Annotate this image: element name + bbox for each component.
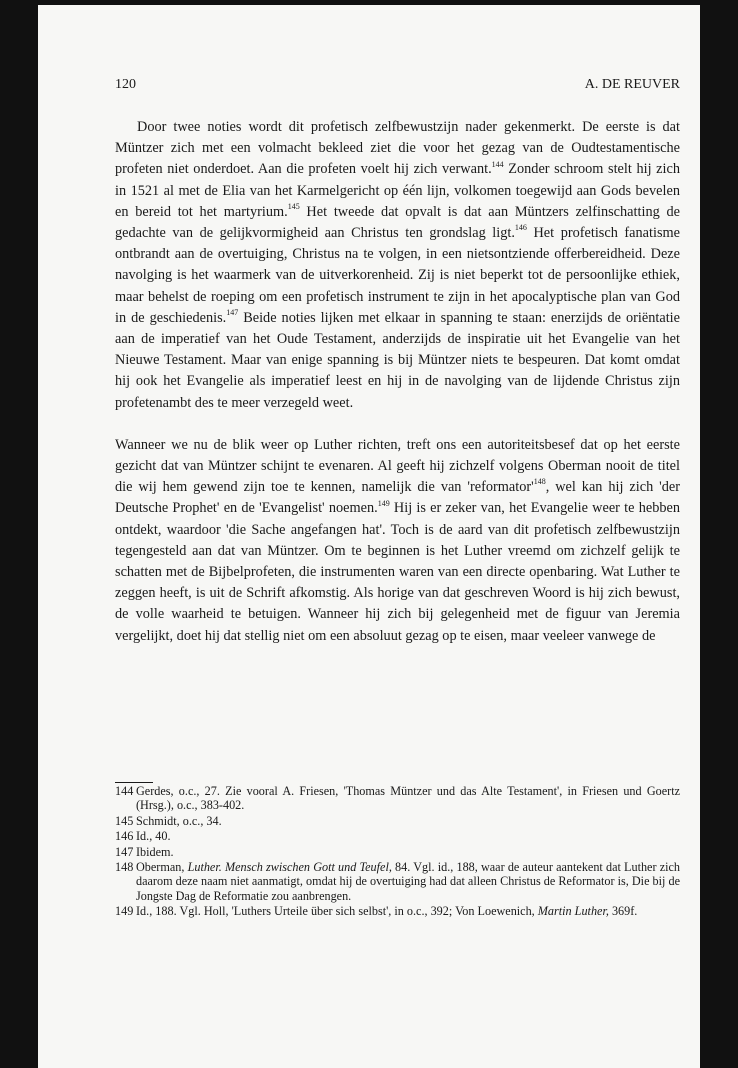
text-run: Beide noties lijken met elkaar in spanning te staan: enerzijds de oriëntatie aan de imperatief van het Oude Testament, anderzijds de inspiratie uit het Evangelie van het Nieuwe Testament. Maar van enige spanning is bij Müntzer niets te bespeuren. Dat komt omdat hij ook het Evangelie als imperatief leest en hij in de navolging van de lijdende Christus zijn profetenambt des te meer verzegeld weet.	[115, 309, 680, 411]
footnote-number: 144	[115, 784, 134, 798]
footnote	[115, 784, 680, 813]
text-run: Id., 188. Vgl. Holl, 'Luthers Urteile über sich selbst', in o.c., 392; Von Loewenich,	[136, 904, 538, 919]
footnote-text: Id., 40.	[136, 829, 171, 844]
footnote-ref: 148	[533, 477, 546, 487]
book-title: Martin Luther,	[537, 904, 609, 919]
footnote-text	[136, 904, 680, 918]
text-run: 84. Vgl. id., 188, waar de auteur aantekent dat Luther zich daarom deze naam niet aanmatigt, omdat hij de overtuiging had dat alleen Christus de Reformator is, Die bij de Jongste Dag de Reformatie zou aanbrengen.	[136, 860, 680, 903]
footnote-text	[136, 860, 680, 903]
footnote-text: Ibidem.	[136, 844, 174, 859]
footnote	[115, 860, 680, 903]
page-number: 120	[115, 77, 136, 92]
book-page	[38, 5, 700, 1068]
text-run: Het tweede dat opvalt is dat aan Müntzers zelfinschatting de gedachte van de gelijkvormigheid aan Christus ten grondslag ligt.	[115, 203, 680, 242]
footnote-rule	[115, 782, 153, 783]
footnote-ref: 144	[491, 159, 504, 169]
running-head: A. DE REUVER	[584, 77, 680, 92]
footnote-number: 146	[115, 829, 134, 844]
body-text	[115, 117, 680, 647]
footnote-text: Gerdes, o.c., 27. Zie vooral A. Friesen, 'Thomas Müntzer und das Alte Testament', in Friesen und Goertz (Hrsg.), o.c., 383-402.	[136, 784, 680, 813]
footnote-ref: 145	[287, 202, 300, 212]
text-run: Het profetisch fanatisme ontbrandt aan de overtuiging, Christus na te volgen, in een nietsontziende offerbereidheid. Deze navolging is het waarmerk van de uitverkorenheid. Zij is niet beperkt tot de persoonlijke ethiek, maar behelst de roeping om een profetisch instrument te zijn in het apocalyptische plan van God in de geschiedenis.	[115, 225, 680, 326]
book-title: Luther. Mensch zwischen Gott und Teufel,	[187, 860, 392, 875]
footnote	[115, 829, 680, 843]
footnotes	[115, 782, 680, 920]
footnote-number: 145	[115, 813, 134, 828]
footnote	[115, 904, 680, 918]
footnote-number: 149	[115, 904, 134, 919]
footnote-number: 147	[115, 844, 134, 859]
text-run: Hij is er zeker van, het Evangelie weer te hebben ontdekt, waardoor 'die Sache angefangen hat'. Toch is de aard van dit profetisch zelfbewustzijn tegengesteld aan dat van Müntzer. Om te beginnen is het Luther vreemd om zichzelf gelijk te schatten met de Bijbelprofeten, die instrumenten waren van een directe openbaring. Wat Luther te zeggen heeft, is uit de Schrift afkomstig. Als horige van dat geschreven Woord is hij zich bewust, de volle waarheid te betuigen. Wanneer hij zich bij gelegenheid met de figuur van Jeremia vergelijkt, doet hij dat stellig niet om een absoluut gezag op te eisen, maar veeleer vanwege de	[115, 500, 680, 644]
footnote-ref: 146	[514, 223, 527, 233]
footnote	[115, 845, 680, 859]
footnote-number: 148	[115, 860, 134, 875]
footnote-ref: 147	[226, 308, 239, 318]
footnote	[115, 814, 680, 828]
paragraph	[115, 435, 680, 647]
text-run: Oberman,	[136, 860, 188, 875]
text-run: Door twee noties wordt dit profetisch zelfbewustzijn nader gekenmerkt. De eerste is dat Müntzer zich met een volmacht bekleed ziet die voor het gezag van de Oudtestamentische profeten niet onderdoet. Aan die profeten voelt hij zich verwant.	[115, 119, 680, 178]
text-run: , wel kan hij zich 'der Deutsche Prophet' en de 'Evangelist' noemen.	[115, 479, 680, 517]
text-run: Zonder schroom stelt hij zich in 1521 al met de Elia van het Karmelgericht op één lijn, volkomen toegewijd aan Gods bevelen en bereid tot het martyrium.	[115, 161, 680, 220]
text-run: Wanneer we nu de blik weer op Luther richten, treft ons een autoriteitsbesef dat op het eerste gezicht dat van Müntzer schijnt te evenaren. Al geeft hij zichzelf volgens Oberman nooit de titel die wij hem gewend zijn toe te kennen, namelijk die van 'reformator'	[115, 436, 680, 496]
paragraph	[115, 117, 680, 414]
footnote-text: Schmidt, o.c., 34.	[136, 813, 222, 828]
text-run: 369f.	[608, 904, 638, 919]
footnote-ref: 149	[377, 498, 390, 508]
